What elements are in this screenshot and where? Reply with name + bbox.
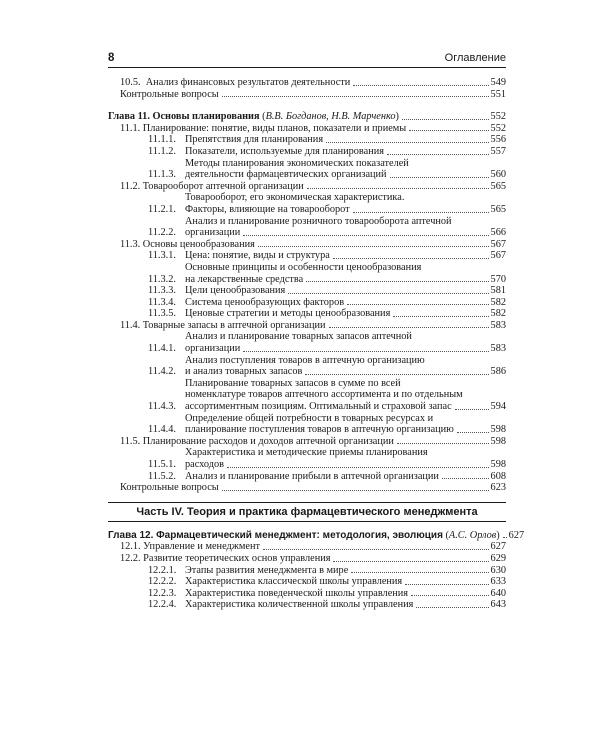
dot-leader xyxy=(416,607,488,608)
entry-page: 586 xyxy=(490,366,506,378)
chapter-11-entries xyxy=(108,123,506,494)
entry-page: 549 xyxy=(490,77,506,88)
entry-title: Планирование: понятие, виды планов, показатели и приемы xyxy=(142,122,407,134)
dot-leader xyxy=(353,85,488,86)
entry-title-line: Анализ и планирование товарных запасов аптечной xyxy=(185,331,412,343)
entry-title: Препятствия для планирования xyxy=(185,134,324,146)
entry-number: 11.2.2. xyxy=(148,227,179,239)
toc-entry xyxy=(108,308,506,320)
entry-number: 11.5.1. xyxy=(148,459,179,470)
dot-leader xyxy=(227,467,489,468)
dot-leader xyxy=(288,293,488,294)
toc-entry xyxy=(108,192,506,215)
dot-leader xyxy=(405,584,488,585)
toc-entry xyxy=(108,541,506,553)
entry-page: 557 xyxy=(490,145,506,157)
entry-title: Развитие теоретических основ управления xyxy=(143,552,331,564)
entry-title: Показатели, используемые для планирования xyxy=(185,145,384,157)
entry-number: 11.3.2. xyxy=(148,273,179,285)
entry-number: 11.3.5. xyxy=(148,308,179,320)
dot-leader xyxy=(243,235,488,236)
dot-leader xyxy=(222,96,489,97)
entry-title: Планирование расходов и доходов аптечной организации xyxy=(142,435,394,447)
dot-leader xyxy=(329,327,489,328)
entry-title-line: Товарооборот, его экономическая характеристика. xyxy=(185,192,405,204)
dot-leader xyxy=(442,478,489,479)
dot-leader xyxy=(390,177,489,178)
entry-page: 566 xyxy=(490,227,506,239)
toc-entry xyxy=(108,378,506,413)
entry-page: 598 xyxy=(490,459,506,470)
toc-entry xyxy=(108,355,506,378)
entry-page: 583 xyxy=(490,319,506,331)
entry-title-line: Планирование товарных запасов в сумме по всей xyxy=(185,377,401,389)
entry-page: 565 xyxy=(490,180,506,192)
chapter-authors: А.С. Орлов xyxy=(448,529,497,541)
entry-number: 11.3. xyxy=(120,238,143,250)
entry-number: 12.1. xyxy=(120,541,144,553)
chapter-entry: Глава 11. Основы планирования (В.В. Богданов, Н.В. Марченко) 552 xyxy=(108,111,506,123)
toc-entry xyxy=(108,588,506,600)
entry-number: 11.5.2. xyxy=(148,470,179,482)
entry-title: расходов xyxy=(185,459,225,470)
dot-leader xyxy=(333,258,489,259)
entry-title-line: Методы планирования экономических показателей xyxy=(185,157,409,169)
entry-number: 11.5. xyxy=(120,435,143,447)
toc-entry xyxy=(108,239,506,251)
entry-title: ассортиментным позициям. Оптимальный и страховой запас xyxy=(185,401,452,413)
entry-page: 633 xyxy=(490,576,506,588)
entry-title: на лекарственные средства xyxy=(185,273,304,285)
dot-leader xyxy=(409,130,488,131)
toc-entry xyxy=(108,89,506,101)
toc-entry xyxy=(108,482,506,494)
page-header xyxy=(108,42,506,68)
dot-leader xyxy=(387,154,489,155)
entry-title: Ценовые стратегии и методы ценообразования xyxy=(185,308,391,320)
entry-page: 567 xyxy=(490,250,506,262)
dot-leader xyxy=(393,316,488,317)
toc-entry xyxy=(108,297,506,309)
toc-entry xyxy=(108,77,506,89)
entry-number: 11.1.3. xyxy=(148,169,179,181)
entry-number: 11.1. xyxy=(120,122,143,134)
table-of-contents xyxy=(108,77,525,611)
dot-leader xyxy=(397,443,489,444)
part-title: Часть IV. Теория и практика фармацевтического менеджмента xyxy=(108,502,506,522)
toc-entry xyxy=(108,553,506,565)
entry-title: Этапы развития менеджмента в мире xyxy=(185,564,349,576)
dot-leader xyxy=(258,246,489,247)
toc-entry xyxy=(108,331,506,354)
entry-title: Цели ценообразования xyxy=(185,285,286,297)
entry-title: организации xyxy=(185,343,241,355)
running-header: Оглавление xyxy=(444,52,506,64)
dot-leader xyxy=(411,595,489,596)
entry-number: 10.5. xyxy=(120,77,144,88)
toc-entry xyxy=(108,134,506,146)
toc-entry xyxy=(108,471,506,483)
toc-entry xyxy=(108,599,506,611)
entry-page: 567 xyxy=(490,238,506,250)
entry-number: 11.4.3. xyxy=(148,401,179,413)
dot-leader xyxy=(326,142,488,143)
toc-entry xyxy=(108,413,506,436)
entry-title: Система ценообразующих факторов xyxy=(185,296,345,308)
entry-title: Контрольные вопросы xyxy=(120,482,219,494)
entry-number: 11.2. xyxy=(120,180,143,192)
entry-title: Факторы, влияющие на товарооборот xyxy=(185,203,350,215)
entry-number: 11.3.1. xyxy=(148,250,179,262)
dot-leader xyxy=(307,188,489,189)
entry-number: 11.4.1. xyxy=(148,343,179,355)
entry-number: 11.4. xyxy=(120,319,143,331)
dot-leader xyxy=(347,304,488,305)
entry-page: 598 xyxy=(490,435,506,447)
dot-leader xyxy=(263,549,489,550)
entry-number: 12.2.1. xyxy=(148,564,179,576)
entry-page: 551 xyxy=(490,88,506,100)
entry-title-line: номенклатуре товаров аптечного ассортимента и по отдельным xyxy=(185,389,463,401)
entry-page: 643 xyxy=(490,599,506,611)
entry-title-line: Анализ и планирование розничного товарооборота аптечной xyxy=(185,215,452,227)
entry-page: 598 xyxy=(490,424,506,436)
entry-page: 570 xyxy=(490,273,506,285)
toc-entry xyxy=(108,447,506,470)
page-number: 8 xyxy=(108,52,115,64)
toc-entry xyxy=(108,123,506,135)
entry-page: 552 xyxy=(490,122,506,134)
chapter-entry: Глава 12. Фармацевтический менеджмент: методология, эволюция (А.С. Орлов) 627 xyxy=(108,529,525,541)
entry-page: 582 xyxy=(490,308,506,320)
entry-number: 12.2.2. xyxy=(148,576,179,588)
entry-page: 640 xyxy=(490,587,506,599)
dot-leader xyxy=(402,119,489,120)
entry-page: 560 xyxy=(490,169,506,181)
toc-entry xyxy=(108,262,506,285)
entry-title: Основы ценообразования xyxy=(142,238,255,250)
entry-page: 581 xyxy=(490,285,506,297)
toc-entry xyxy=(108,436,506,448)
entry-title: Характеристика классической школы управления xyxy=(185,576,403,588)
entry-title: и анализ товарных запасов xyxy=(185,366,303,378)
dot-leader xyxy=(222,490,489,491)
dot-leader xyxy=(351,572,488,573)
toc-entry xyxy=(108,158,506,181)
dot-leader xyxy=(455,409,489,410)
entry-title: Анализ финансовых результатов деятельности xyxy=(145,77,351,88)
toc-entry xyxy=(108,146,506,158)
entry-title: Характеристика количественной школы управления xyxy=(185,599,414,611)
entry-title: Цена: понятие, виды и структура xyxy=(185,250,330,262)
toc-entry xyxy=(108,216,506,239)
entry-page: 565 xyxy=(490,203,506,215)
entry-number: 11.1.2. xyxy=(148,145,179,157)
entry-number: 11.3.3. xyxy=(148,285,179,297)
entry-number: 11.4.2. xyxy=(148,366,179,378)
entry-number: 11.2.1. xyxy=(148,203,179,215)
dot-leader xyxy=(333,561,488,562)
dot-leader xyxy=(457,432,489,433)
entry-number: 11.3.4. xyxy=(148,296,179,308)
entry-page: 608 xyxy=(490,470,506,482)
entry-title-line: Характеристика и методические приемы планирования xyxy=(185,447,428,459)
entry-page: 552 xyxy=(490,111,506,123)
entry-title: Управление и менеджмент xyxy=(143,541,260,553)
entry-title-line: Анализ поступления товаров в аптечную организацию xyxy=(185,354,425,366)
entry-title: Товарооборот аптечной организации xyxy=(142,180,304,192)
entry-title: Контрольные вопросы xyxy=(120,88,219,100)
toc-entry xyxy=(108,250,506,262)
dot-leader xyxy=(305,374,488,375)
dot-leader xyxy=(503,537,507,538)
entry-page: 556 xyxy=(490,134,506,146)
dot-leader xyxy=(306,281,488,282)
entry-title: планирование поступления товаров в аптечную организацию xyxy=(185,424,454,436)
entry-number: 11.4.4. xyxy=(148,424,179,436)
entry-page: 583 xyxy=(490,343,506,355)
entry-page: 629 xyxy=(490,552,506,564)
entry-title: Анализ и планирование прибыли в аптечной организации xyxy=(185,470,439,482)
entry-page: 623 xyxy=(490,482,506,494)
chapter-12-entries xyxy=(108,541,506,611)
toc-entry xyxy=(108,181,506,193)
entry-title: Характеристика поведенческой школы управления xyxy=(185,587,409,599)
entry-page: 630 xyxy=(490,564,506,576)
entry-page: 582 xyxy=(490,296,506,308)
entry-title: деятельности фармацевтических организаций xyxy=(185,169,387,181)
toc-entry xyxy=(108,576,506,588)
toc-entry xyxy=(108,285,506,297)
chapter-authors: В.В. Богданов, Н.В. Марченко xyxy=(265,111,396,123)
toc-entry xyxy=(108,320,506,332)
entry-title-line: Основные принципы и особенности ценообразования xyxy=(185,261,422,273)
entry-page: 627 xyxy=(490,541,506,553)
dot-leader xyxy=(353,212,489,213)
chapter-title: Глава 12. Фармацевтический менеджмент: методология, эволюция xyxy=(108,529,443,541)
entry-title-line: Определение общей потребности в товарных ресурсах и xyxy=(185,412,434,424)
entry-title: организации xyxy=(185,227,241,239)
entry-number: 11.1.1. xyxy=(148,134,179,146)
chapter-title: Глава 11. Основы планирования xyxy=(108,111,260,123)
dot-leader xyxy=(243,351,488,352)
entry-number: 12.2.4. xyxy=(148,599,179,611)
entry-number: 12.2. xyxy=(120,552,144,564)
entry-page: 627 xyxy=(508,529,525,541)
header-rule xyxy=(108,67,506,68)
toc-entry xyxy=(108,565,506,577)
entry-number: 12.2.3. xyxy=(148,587,179,599)
entry-title: Товарные запасы в аптечной организации xyxy=(142,319,326,331)
entry-page: 594 xyxy=(490,401,506,413)
